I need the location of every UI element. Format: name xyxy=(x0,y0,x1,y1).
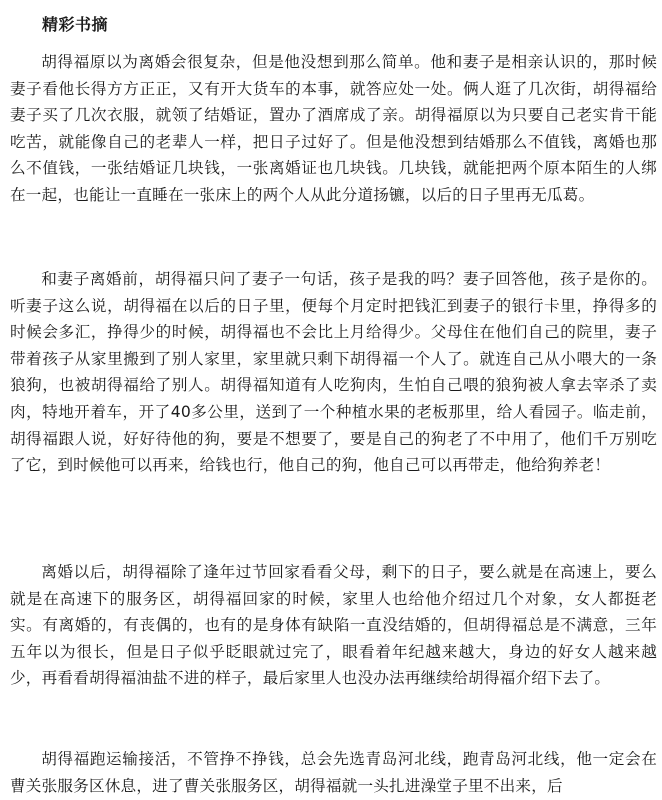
paragraph: 胡得福跑运输接活，不管挣不挣钱，总会先选青岛河北线，跑青岛河北线，他一定会在曹关张服务区休息，进了曹关张服务区，胡得福就一头扎进澡堂子里不出来，后 xyxy=(10,750,657,795)
paragraph: 胡得福原以为离婚会很复杂，但是他没想到那么简单。他和妻子是相亲认识的，那时候妻子看他长得方方正正，又有开大货车的本事，就答应处一处。俩人逛了几次街，胡得福给妻子买了几次衣服，就领了结婚证，置办了酒席成了亲。胡得福原以为只要自己老实肯干能吃苦，就能像自己的老辈人一样，把日子过好了。但是他没想到结婚那么不值钱，离婚也那么不值钱，一张结婚证几块钱，一张离婚证也几块钱。几块钱，就能把两个原本陌生的人绑在一起，也能让一直睡在一张床上的两个人从此分道扬镳，以后的日子里再无瓜葛。 xyxy=(10,53,657,204)
paragraph: 离婚以后，胡得福除了逢年过节回家看看父母，剩下的日子，要么就是在高速上，要么就是在高速下的服务区，胡得福回家的时候，家里人也给他介绍过几个对象，女人都挺老实。有离婚的，有丧偶的，也有的是身体有缺陷一直没结婚的，但胡得福总是不满意，三年五年以为很长，但是日子似乎眨眼就过完了，眼看着年纪越来越大，身边的好女人越来越少，再看看胡得福油盐不进的样子，最后家里人也没办法再继续给胡得福介绍下去了。 xyxy=(10,563,657,688)
page-title: 精彩书摘 xyxy=(42,15,109,34)
paragraph: 和妻子离婚前，胡得福只问了妻子一句话，孩子是我的吗？妻子回答他，孩子是你的。听妻子这么说，胡得福在以后的日子里，便每个月定时把钱汇到妻子的银行卡里，挣得多的时候会多汇，挣得少的时候，胡得福也不会比上月给得少。父母住在他们自己的院里，妻子带着孩子从家里搬到了别人家里，家里就只剩下胡得福一个人了。就连自己从小喂大的一条狼狗，也被胡得福给了别人。胡得福知道有人吃狗肉，生怕自己喂的狼狗被人拿去宰杀了卖肉，特地开着车，开了40多公里，送到了一个种植水果的老板那里，给人看园子。临走前，胡得福跟人说，好好待他的狗，要是不想要了，要是自己的狗老了不中用了，他们千万别吃了它，到时候他可以再来，给钱也行，他自己的狗，他自己可以再带走，他给狗养老！ xyxy=(10,270,657,475)
